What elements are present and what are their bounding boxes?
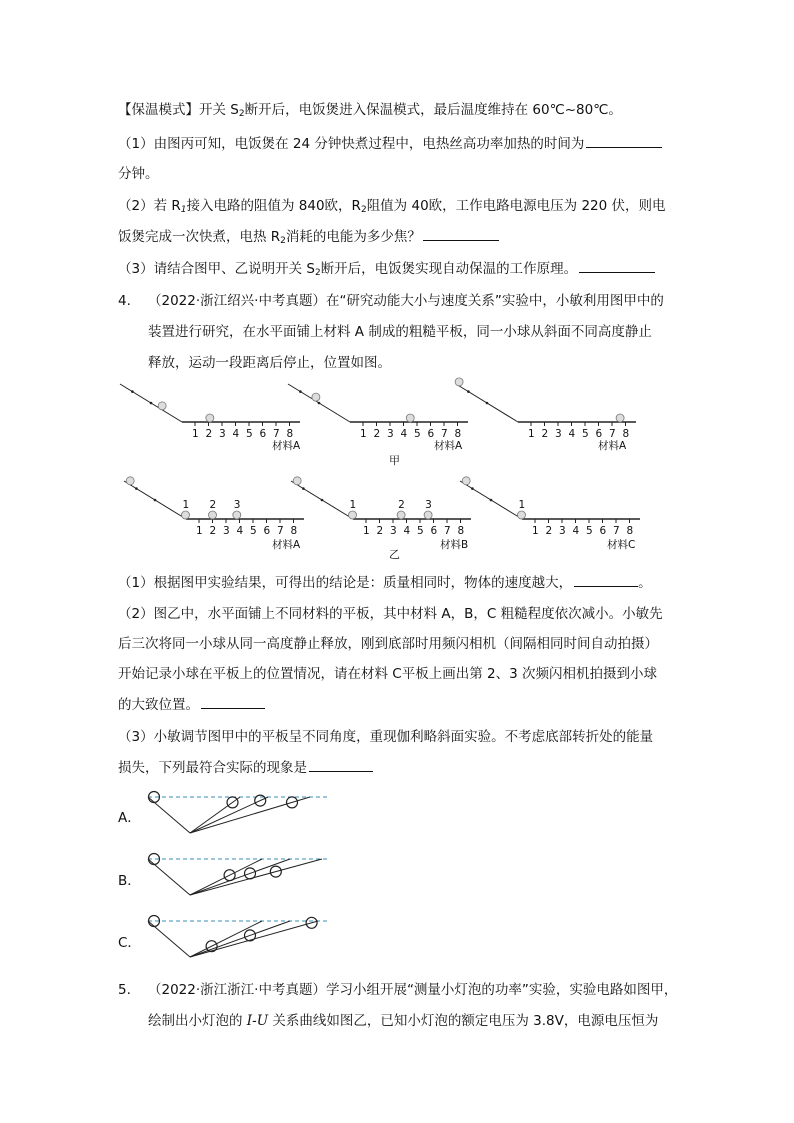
scale-tick-label: 1 <box>528 428 535 440</box>
problem-4-line2: 装置进行研究，在水平面铺上材料 A 制成的粗糙平板，同一小球从斜面不同高度静止 <box>148 324 652 340</box>
ball <box>206 414 214 422</box>
material-label: 材料C <box>607 539 636 551</box>
p4-question-2d: 的大致位置。 <box>118 695 265 715</box>
problem-5-line2: 绘制出小灯泡的 I-U 关系曲线如图乙，已知小灯泡的额定电压为 3.8V，电源电压恒为 <box>148 1013 659 1029</box>
scale-tick-label: 2 <box>373 428 381 440</box>
scale-tick-label: 5 <box>250 525 257 537</box>
ball <box>424 511 432 519</box>
ball <box>209 511 217 519</box>
ball <box>397 511 405 519</box>
ball <box>233 511 241 519</box>
incline-dot <box>131 390 134 393</box>
scale-tick-label: 4 <box>403 525 411 537</box>
scale-tick-label: 8 <box>454 428 462 440</box>
scale-tick-label: 5 <box>417 525 424 537</box>
incline-dot <box>467 390 470 393</box>
mode-line: 【保温模式】开关 $S_2$断开后，电饭煲进入保温模式，最后温度维持在 60℃~80℃。 <box>118 102 622 119</box>
ball <box>349 511 357 519</box>
problem-number: 4. <box>118 293 131 309</box>
incline-dot <box>154 499 157 502</box>
scale-tick-label: 7 <box>444 525 451 537</box>
scale-tick-label: 2 <box>209 525 217 537</box>
incline-dot <box>302 487 305 490</box>
scale-tick-label: 3 <box>559 525 566 537</box>
scale-tick-label: 4 <box>400 428 408 440</box>
ball-on-slope <box>293 477 301 485</box>
scale-tick-label: 7 <box>277 525 284 537</box>
p4-question-2b: 后三次将同一小球从同一高度静止释放，刚到底部时用频闪相机（间隔相同时间自动拍摄） <box>118 636 658 652</box>
problem-4-line1: （2022·浙江绍兴·中考真题）在“研究动能大小与速度关系”实验中，小敏利用图甲中的 <box>148 293 664 309</box>
scale-tick-label: 2 <box>541 428 549 440</box>
option-c-label[interactable]: C． <box>118 935 141 951</box>
scale-tick-label: 8 <box>286 428 294 440</box>
ball-label: 1 <box>182 499 190 511</box>
scale-tick-label: 1 <box>532 525 539 537</box>
scale-tick-label: 5 <box>414 428 421 440</box>
scale-tick-label: 3 <box>223 525 230 537</box>
problem-4-line3: 释放，运动一段距离后停止，位置如图。 <box>148 355 391 371</box>
ball-on-slope <box>462 477 470 485</box>
right-incline <box>190 797 310 833</box>
ball <box>518 511 526 519</box>
question-3: （3）请结合图甲、乙说明开关 $S_2$断开后，电饭煲实现自动保温的工作原理。 <box>118 259 655 283</box>
scale-tick-label: 1 <box>196 525 203 537</box>
material-label: 材料A <box>272 440 301 452</box>
ball-on-slope <box>312 393 320 401</box>
scale-tick-label: 5 <box>582 428 589 440</box>
scale-tick-label: 2 <box>376 525 384 537</box>
ball-label: 3 <box>425 499 432 511</box>
scale-tick-label: 6 <box>263 525 271 537</box>
figure-label-jia: 甲 <box>389 454 400 467</box>
question-2: （2）若 $R_1$接入电路的阻值为 840欧，$R_2$阻值为 40欧，工作电路电源电压为 220 伏，则电 <box>118 198 666 215</box>
figure-label-yi: 乙 <box>389 548 400 561</box>
ball-label: 3 <box>233 499 241 511</box>
p4-question-2c: 开始记录小球在平板上的位置情况，请在材料 C平板上画出第 2、3 次频闪相机拍摄到小球 <box>118 666 657 682</box>
incline-dot <box>490 499 493 502</box>
ball <box>406 414 414 422</box>
problem-number: 5. <box>118 982 131 998</box>
right-incline <box>190 921 262 957</box>
p4-question-1: （1）根据图甲实验结果，可得出的结论是：质量相同时，物体的速度越大， 。 <box>118 575 652 591</box>
scale-tick-label: 4 <box>572 525 580 537</box>
right-incline <box>190 859 322 895</box>
scale-tick-label: 6 <box>599 525 607 537</box>
incline-dot <box>321 499 324 502</box>
scale-tick-label: 3 <box>387 428 394 440</box>
scale-tick-label: 8 <box>290 525 298 537</box>
scale-tick-label: 7 <box>609 428 616 440</box>
material-label: 材料A <box>598 440 627 452</box>
incline-dot <box>318 402 321 405</box>
scale-tick-label: 6 <box>430 525 438 537</box>
incline-dot <box>299 390 302 393</box>
scale-tick-label: 5 <box>246 428 253 440</box>
scale-tick-label: 3 <box>555 428 562 440</box>
scale-tick-label: 6 <box>595 428 603 440</box>
ball <box>182 511 190 519</box>
incline-dot <box>471 487 474 490</box>
ball-label: 1 <box>349 499 357 511</box>
scale-tick-label: 6 <box>259 428 267 440</box>
scale-tick-label: 4 <box>568 428 576 440</box>
ball-on-slope <box>158 402 166 410</box>
scale-tick-label: 7 <box>441 428 448 440</box>
right-incline <box>190 797 240 833</box>
right-incline <box>190 921 318 957</box>
scale-tick-label: 7 <box>273 428 280 440</box>
ball-label: 2 <box>398 499 405 511</box>
right-incline <box>190 859 262 895</box>
scale-tick-label: 1 <box>360 428 367 440</box>
scale-tick-label: 8 <box>626 525 634 537</box>
ball-label: 2 <box>209 499 217 511</box>
scale-tick-label: 3 <box>390 525 397 537</box>
scale-tick-label: 2 <box>545 525 553 537</box>
ball-on-slope <box>455 378 463 386</box>
right-incline <box>190 921 290 957</box>
material-label: 材料A <box>434 440 463 452</box>
incline-dot <box>150 402 153 405</box>
ball-label: 1 <box>518 499 526 511</box>
question-1: （1）由图丙可知，电饭煲在 24 分钟快煮过程中，电热丝高功率加热的时间为 <box>118 134 662 154</box>
incline-dot <box>486 402 489 405</box>
p4-question-3b: 损失，下列最符合实际的现象是 <box>118 758 373 778</box>
scale-tick-label: 6 <box>427 428 435 440</box>
scale-tick-label: 7 <box>613 525 620 537</box>
incline-dot <box>135 487 138 490</box>
right-incline <box>190 797 268 833</box>
material-label: 材料A <box>272 539 301 551</box>
scale-tick-label: 3 <box>219 428 226 440</box>
material-label: 材料B <box>440 539 469 551</box>
option-a-label[interactable]: A． <box>118 810 141 826</box>
scale-tick-label: 1 <box>363 525 370 537</box>
ball <box>616 414 624 422</box>
scale-tick-label: 1 <box>192 428 199 440</box>
question-1-cont: 分钟。 <box>118 166 159 182</box>
scale-tick-label: 8 <box>622 428 630 440</box>
p4-question-2a: （2）图乙中，水平面铺上不同材料的平板，其中材料 A，B，C 粗糙程度依次减小。小敏先 <box>118 606 663 622</box>
p4-question-3a: （3）小敏调节图甲中的平板呈不同角度，重现伽利略斜面实验。不考虑底部转折处的能量 <box>118 729 654 745</box>
scale-tick-label: 5 <box>586 525 593 537</box>
question-2-cont: 饭煲完成一次快煮，电热 $R_2$消耗的电能为多少焦？ <box>118 227 499 251</box>
scale-tick-label: 4 <box>232 428 240 440</box>
scale-tick-label: 2 <box>205 428 213 440</box>
scale-tick-label: 4 <box>236 525 244 537</box>
scale-tick-label: 8 <box>457 525 465 537</box>
ball-on-slope <box>126 477 134 485</box>
option-b-label[interactable]: B． <box>118 873 141 889</box>
problem-5-line1: （2022·浙江浙江·中考真题）学习小组开展“测量小灯泡的功率”实验，实验电路如图甲， <box>148 982 678 998</box>
